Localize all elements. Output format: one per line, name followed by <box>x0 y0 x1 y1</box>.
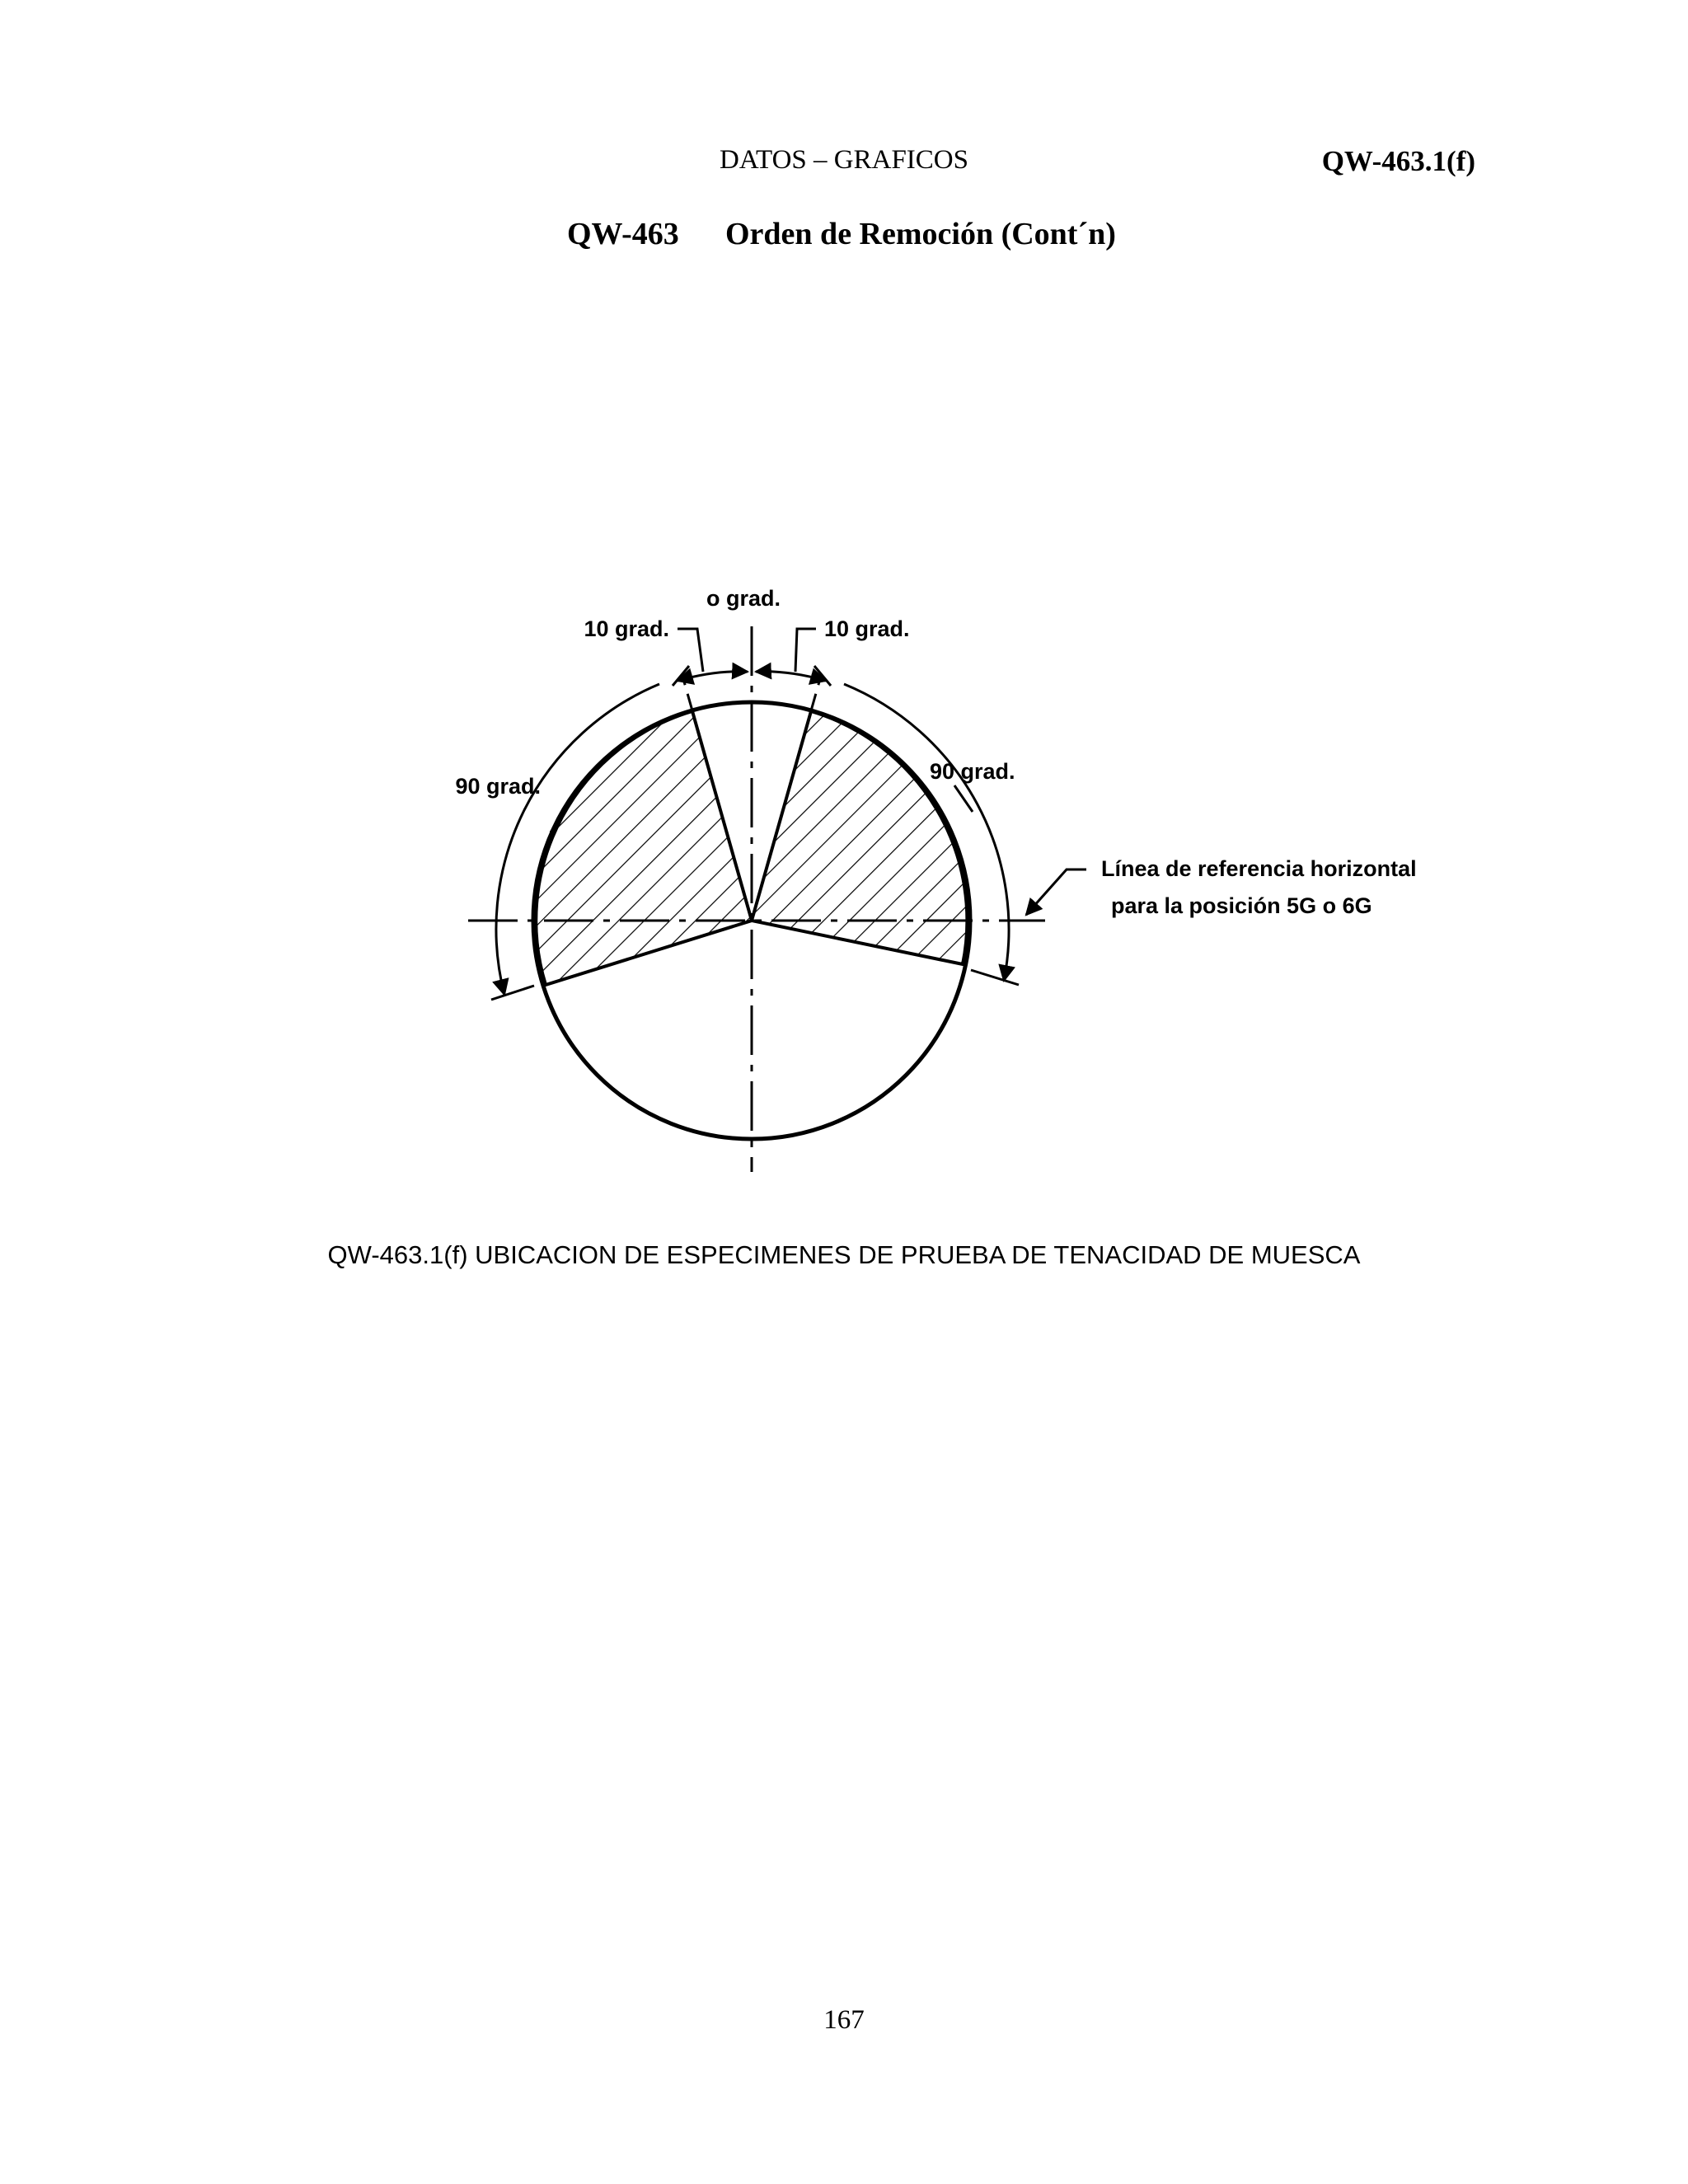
left-90-tick <box>491 986 534 1000</box>
left-10-degree-arrow <box>678 672 748 681</box>
label-reference-line: Línea de referencia horizontal <box>1101 856 1417 881</box>
right-90-tick <box>971 970 1019 985</box>
right-10-degree-arrow <box>756 672 826 681</box>
label-left-90-degrees: 90 grad. <box>455 774 541 799</box>
page-number: 167 <box>823 2005 865 2035</box>
label-right-10-degrees: 10 grad. <box>824 616 910 641</box>
label-zero-degrees: o grad. <box>706 586 781 611</box>
figure-caption: QW-463.1(f) UBICACION DE ESPECIMENES DE PRUEBA DE TENACIDAD DE MUESCA <box>327 1240 1361 1269</box>
left-hatched-zone <box>536 711 752 985</box>
left-10-leader <box>678 629 703 672</box>
right-10-leader <box>795 629 816 672</box>
section-code: QW-463 <box>567 217 679 251</box>
section-title: Orden de Remoción (Cont´n) <box>725 217 1116 251</box>
reference-line-leader <box>1026 869 1086 915</box>
label-right-90-degrees: 90 grad. <box>930 759 1015 784</box>
label-left-10-degrees: 10 grad. <box>584 616 669 641</box>
left-10-tick <box>673 666 689 686</box>
right-hatched-zone <box>752 711 967 964</box>
label-reference-position: para la posición 5G o 6G <box>1111 893 1372 918</box>
header-figure-code: QW-463.1(f) <box>1321 145 1475 177</box>
header-section-name: DATOS – GRAFICOS <box>720 145 968 175</box>
right-10-tick <box>814 666 831 686</box>
